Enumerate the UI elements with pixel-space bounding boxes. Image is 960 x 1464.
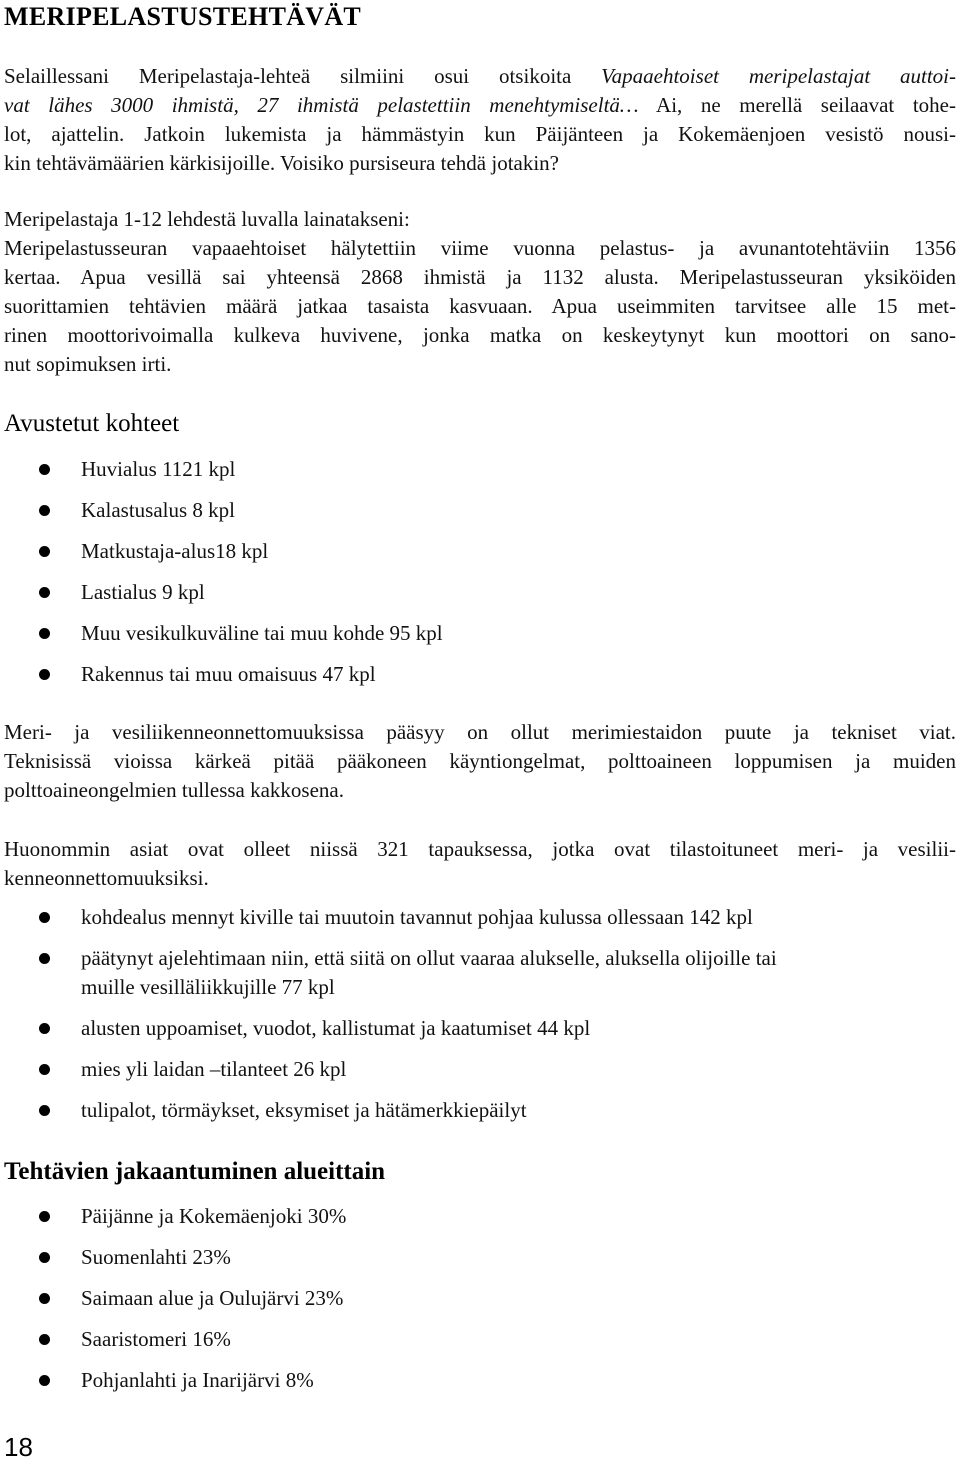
quote-line: suorittamien tehtävien määrä jatkaa tasaista kasvuaan. Apua useimmiten tarvitsee alle 15 met-	[4, 294, 956, 318]
quote-line: Meripelastusseuran vapaaehtoiset hälytettiin viime vuonna pelastus- ja avunantotehtäviin 1356	[4, 236, 956, 260]
quote-line: Meripelastaja 1-12 lehdestä luvalla lainatakseni:	[4, 207, 410, 231]
list-item-text: muille vesilläliikkujille 77 kpl	[81, 975, 335, 999]
list-item-text: alusten uppoamiset, vuodot, kallistumat ja kaatumiset 44 kpl	[81, 1016, 591, 1040]
list-item	[0, 903, 777, 932]
list-item	[0, 1366, 346, 1395]
list-item	[0, 455, 443, 484]
list-item	[0, 619, 443, 648]
intro-line-1-italic: Vapaaehtoiset meripelastajat auttoi-	[601, 64, 956, 88]
list-item-text: päätynyt ajelehtimaan niin, että siitä on ollut vaaraa alukselle, aluksella olijoille tai	[81, 946, 777, 970]
list-item	[0, 944, 777, 1002]
causes-line: Teknisissä vioissa kärkeä pitää pääkoneen käyntiongelmat, polttoaineen loppumisen ja muiden	[4, 749, 956, 773]
quote-line: rinen moottorivoimalla kulkeva huvivene, jonka matka on keskeytynyt kun moottori on sano-	[4, 323, 956, 347]
list-item-text: Muu vesikulkuväline tai muu kohde 95 kpl	[81, 621, 443, 645]
worse-line: kenneonnettomuuksiksi.	[4, 866, 209, 890]
list-item-text: Huvialus 1121 kpl	[81, 457, 236, 481]
list-item	[0, 1014, 777, 1043]
list-item-text: Rakennus tai muu omaisuus 47 kpl	[81, 662, 376, 686]
intro-line-3: lot, ajattelin. Jatkoin lukemista ja hämmästyin kun Päijänteen ja Kokemäenjoen vesistö nousi-	[4, 122, 956, 146]
list-item-text: kohdealus mennyt kiville tai muutoin tavannut pohjaa kulussa ollessaan 142 kpl	[81, 905, 753, 929]
bullet-icon	[39, 546, 50, 557]
list-item-text: Pohjanlahti ja Inarijärvi 8%	[81, 1368, 314, 1392]
intro-line-2-italic: vat lähes 3000 ihmistä, 27 ihmistä pelastettiin menehtymiseltä…	[4, 93, 639, 117]
intro-line-1	[4, 62, 956, 91]
regions-heading: Tehtävien jakaantuminen alueittain	[4, 1158, 386, 1185]
page-number: 18	[4, 1432, 33, 1462]
quote-line: kertaa. Apua vesillä sai yhteensä 2868 ihmistä ja 1132 alusta. Meripelastusseuran yksiköiden	[4, 265, 956, 289]
list-item	[0, 1055, 777, 1084]
causes-paragraph	[4, 718, 956, 805]
bullet-icon	[39, 505, 50, 516]
list-item	[0, 1325, 346, 1354]
list-item	[0, 496, 443, 525]
list-item	[0, 660, 443, 689]
bullet-icon	[39, 912, 50, 923]
targets-list	[0, 455, 443, 689]
causes-line: Meri- ja vesiliikenneonnettomuuksissa pääsyy on ollut merimiestaidon puute ja tekniset viat.	[4, 720, 956, 744]
intro-line-4: kin tehtävämäärien kärkisijoille. Voisiko pursiseura tehdä jotakin?	[4, 151, 560, 175]
quote-paragraph	[4, 205, 956, 379]
list-item	[0, 537, 443, 566]
intro-line-2-text: Ai, ne merellä seilaavat tohe-	[638, 93, 956, 117]
causes-line: polttoaineongelmien tullessa kakkosena.	[4, 778, 344, 802]
bullet-icon	[39, 953, 50, 964]
list-item	[0, 1202, 346, 1231]
intro-line-2	[4, 91, 956, 120]
bullet-icon	[39, 1252, 50, 1263]
bullet-icon	[39, 1375, 50, 1386]
intro-paragraph	[4, 62, 956, 178]
list-item-text: Päijänne ja Kokemäenjoki 30%	[81, 1204, 347, 1228]
list-item	[0, 1284, 346, 1313]
worse-paragraph	[4, 835, 956, 893]
regions-list	[0, 1202, 346, 1395]
list-item-text: Saaristomeri 16%	[81, 1327, 231, 1351]
bullet-icon	[39, 1023, 50, 1034]
list-item	[0, 1096, 777, 1125]
page-title: MERIPELASTUSTEHTÄVÄT	[4, 2, 362, 31]
bullet-icon	[39, 1293, 50, 1304]
bullet-icon	[39, 1105, 50, 1116]
list-item-text: Kalastusalus 8 kpl	[81, 498, 235, 522]
list-item-text: mies yli laidan –tilanteet 26 kpl	[81, 1057, 347, 1081]
quote-line: nut sopimuksen irti.	[4, 352, 172, 376]
list-item-text: Matkustaja-alus18 kpl	[81, 539, 269, 563]
list-item-text: Lastialus 9 kpl	[81, 580, 205, 604]
bullet-icon	[39, 1334, 50, 1345]
targets-heading: Avustetut kohteet	[4, 410, 180, 437]
worse-line: Huonommin asiat ovat olleet niissä 321 tapauksessa, jotka ovat tilastoituneet meri- ja vesilii-	[4, 837, 956, 861]
bullet-icon	[39, 587, 50, 598]
bullet-icon	[39, 1064, 50, 1075]
list-item-text: Suomenlahti 23%	[81, 1245, 231, 1269]
bullet-icon	[39, 628, 50, 639]
bullet-icon	[39, 464, 50, 475]
incident-list	[0, 903, 777, 1125]
bullet-icon	[39, 669, 50, 680]
list-item-text: Saimaan alue ja Oulujärvi 23%	[81, 1286, 344, 1310]
list-item	[0, 1243, 346, 1272]
bullet-icon	[39, 1211, 50, 1222]
list-item	[0, 578, 443, 607]
intro-line-1-text: Selaillessani Meripelastaja-lehteä silmiini osui otsikoita	[4, 64, 602, 88]
list-item-text: tulipalot, törmäykset, eksymiset ja hätämerkkiepäilyt	[81, 1098, 527, 1122]
